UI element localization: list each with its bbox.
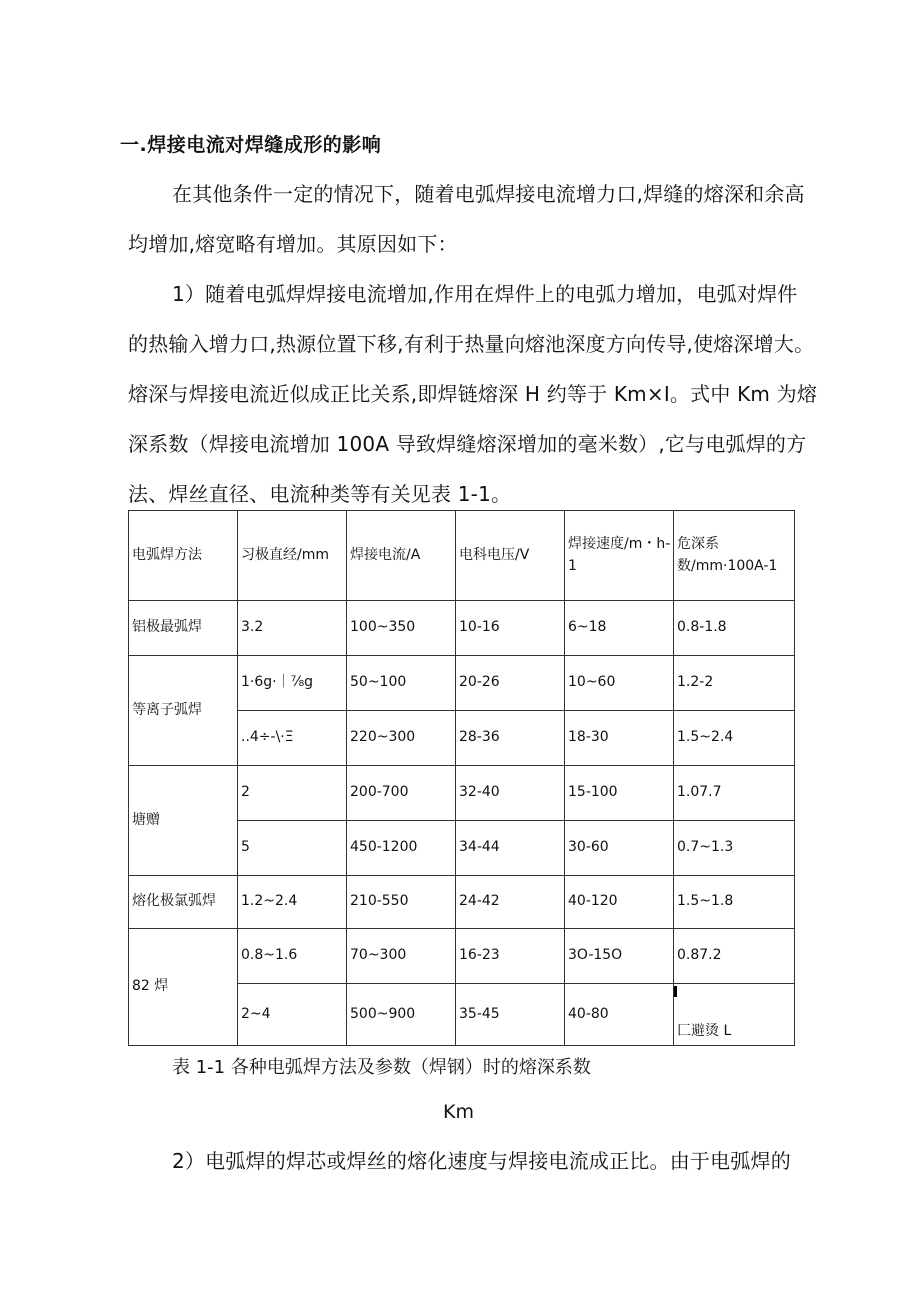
cell-coefficient-text: 匚避烫 L: [677, 1023, 732, 1040]
cell-speed: 3O-15O: [565, 929, 674, 984]
cell-current: 210-550: [347, 876, 456, 929]
cell-coefficient: 0.87.2: [674, 929, 795, 984]
cell-speed: 6~18: [565, 601, 674, 656]
welding-parameters-table: [128, 510, 795, 1046]
paragraph-2-line-3: 熔深与焊接电流近似成正比关系,即焊链熔深 H 约等于 Km×I。式中 Km 为熔: [128, 382, 818, 406]
cell-coefficient: 1.07.7: [674, 766, 795, 821]
cell-voltage: 35-45: [456, 984, 565, 1046]
header-diameter: 习极直经/mm: [238, 511, 347, 601]
cell-diameter: 1.2~2.4: [238, 876, 347, 929]
cell-voltage: 20-26: [456, 656, 565, 711]
table-row: [129, 929, 795, 984]
cell-coefficient: 1.5~1.8: [674, 876, 795, 929]
table-caption-km: Km: [443, 1101, 474, 1123]
black-square-mark: [674, 986, 678, 997]
cell-diameter: 2~4: [238, 984, 347, 1046]
paragraph-2-line-5: 法、焊丝直径、电流种类等有关见表 1-1。: [128, 482, 512, 506]
cell-method: 铝极最弧焊: [129, 601, 238, 656]
cell-diameter: 3.2: [238, 601, 347, 656]
paragraph-2-line-4: 深系数（焊接电流增加 100A 导致焊缝熔深增加的毫米数）,它与电弧焊的方: [128, 432, 807, 456]
cell-current: 100~350: [347, 601, 456, 656]
table-row: [129, 601, 795, 656]
cell-voltage: 32-40: [456, 766, 565, 821]
table-caption: 表 1-1 各种电弧焊方法及参数（焊钢）时的熔深系数: [172, 1057, 591, 1078]
cell-diameter: 0.8~1.6: [238, 929, 347, 984]
header-speed: 焊接速度/m・h-1: [565, 511, 674, 601]
cell-speed: 15-100: [565, 766, 674, 821]
paragraph-2-line-2: 的热输入增力口,热源位置下移,有利于热量向熔池深度方向传导,使熔深增大。: [128, 332, 815, 356]
cell-current: 500~900: [347, 984, 456, 1046]
paragraph-1-line-2: 均增加,熔宽略有增加。其原因如下：: [128, 232, 458, 256]
table-row: [129, 876, 795, 929]
cell-speed: 30-60: [565, 821, 674, 876]
cell-method: 塘赠: [129, 766, 238, 876]
header-method: 电弧焊方法: [129, 511, 238, 601]
cell-voltage: 34-44: [456, 821, 565, 876]
table-row: [129, 656, 795, 711]
cell-diameter: ..4÷-\·Ξ: [238, 711, 347, 766]
cell-method: 等离子弧焊: [129, 656, 238, 766]
cell-method: 熔化极氯弧焊: [129, 876, 238, 929]
header-coefficient: 危深系数/mm·100A-1: [674, 511, 795, 601]
table-header-row: [129, 511, 795, 601]
cell-coefficient: 1.5~2.4: [674, 711, 795, 766]
paragraph-1-line-1: 在其他条件一定的情况下，随着电弧焊接电流增力口,焊缝的熔深和余高: [172, 182, 805, 206]
header-current: 焊接电流/A: [347, 511, 456, 601]
cell-voltage: 24-42: [456, 876, 565, 929]
cell-voltage: 16-23: [456, 929, 565, 984]
cell-coefficient: 1.2-2: [674, 656, 795, 711]
cell-current: 220~300: [347, 711, 456, 766]
cell-speed: 18-30: [565, 711, 674, 766]
cell-method: 82 焊: [129, 929, 238, 1046]
cell-diameter: 5: [238, 821, 347, 876]
cell-current: 50~100: [347, 656, 456, 711]
cell-diameter: 2: [238, 766, 347, 821]
cell-current: 450-1200: [347, 821, 456, 876]
cell-diameter: 1·6g·｜⅞g: [238, 656, 347, 711]
cell-speed: 40-120: [565, 876, 674, 929]
paragraph-2-line-1: 1）随着电弧焊焊接电流增加,作用在焊件上的电弧力增加，电弧对焊件: [172, 282, 798, 306]
cell-current: 200-700: [347, 766, 456, 821]
cell-coefficient: [674, 984, 795, 1046]
cell-voltage: 28-36: [456, 711, 565, 766]
section-heading: 一.焊接电流对焊缝成形的影响: [120, 134, 382, 156]
cell-current: 70~300: [347, 929, 456, 984]
cell-voltage: 10-16: [456, 601, 565, 656]
cell-coefficient: 0.7~1.3: [674, 821, 795, 876]
paragraph-3-line-1: 2）电弧焊的焊芯或焊丝的熔化速度与焊接电流成正比。由于电弧焊的: [172, 1149, 791, 1173]
cell-coefficient: 0.8-1.8: [674, 601, 795, 656]
cell-speed: 40-80: [565, 984, 674, 1046]
header-voltage: 电科电压/V: [456, 511, 565, 601]
cell-speed: 10~60: [565, 656, 674, 711]
table-row: [129, 766, 795, 821]
